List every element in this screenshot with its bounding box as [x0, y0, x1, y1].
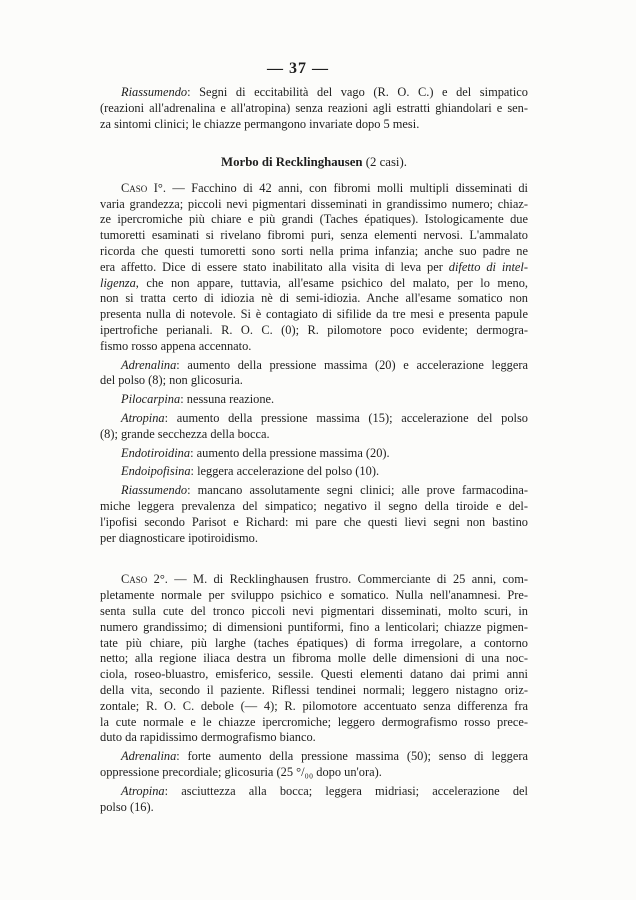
case-2-line: della vita, secondo il paziente. Riflessi tendinei normali; leggero nistagno oriz- — [100, 682, 528, 697]
test-line — [100, 411, 528, 427]
case-2-description — [100, 572, 528, 746]
summary-line: l'ipofisi secondo Parisot e Richard: mi pare che questi lievi segni non bastino — [100, 514, 528, 529]
test-line: polso (16). — [100, 799, 154, 814]
case-2-line: la cute normale e le chiazze ipercromiche; leggero dermografismo rosso prece- — [100, 714, 528, 729]
case-2-line: zontale; R. O. C. debole (— 4); R. pilomotore accentuato senza differenza fra — [100, 698, 528, 713]
summary-line — [100, 85, 528, 101]
case-2-line: ciola, roseo-bluastro, emisferico, sessile. Questi elementi datano dai primi anni — [100, 667, 528, 682]
summary-line: (reazioni all'adrenalina e all'atropina) senza reazioni agli estratti ghiandolari e sen- — [100, 100, 528, 115]
test-line: (8); grande secchezza della bocca. — [100, 426, 270, 441]
summary-label: Riassumendo — [121, 483, 188, 498]
case-2-word: Caso — [121, 572, 148, 587]
summary-line: miche leggera prevalenza del simpatico; negativo il segno della tiroide e del- — [100, 499, 528, 514]
test-label: Adrenalina — [121, 749, 177, 764]
page-number: — 37 — — [267, 60, 329, 77]
case-2-line: netto; alla regione iliaca destra un fibroma molle delle dimensioni di una noc- — [100, 651, 528, 666]
test-text: : forte aumento della pressione massima (50); senso di leggera — [176, 749, 528, 764]
test-label: Atropina — [121, 411, 165, 426]
case-1-description — [100, 181, 528, 355]
case-1-test-endoipofisina — [100, 464, 528, 480]
case-2-line: tate più chiare, più larghe (taches épatiques) di forma irregolare, a contorno — [100, 635, 528, 650]
case-1-line: presenta nulla di notevole. Si è contagiato di sifilide da tre mesi e presenta papule — [100, 307, 528, 322]
test-text: : aumento della pressione massima (15); accelerazione del polso — [164, 411, 528, 426]
case-1-summary — [100, 483, 528, 546]
case-1-test-atropina — [100, 411, 528, 443]
summary-text: : mancano assolutamente segni clinici; alle prove farmacodina- — [187, 483, 528, 498]
case-2-text: 2°. — M. di Recklinghausen frustro. Commerciante di 25 anni, com- — [147, 572, 528, 587]
case-1-line: varia grandezza; piccoli nevi pigmentari disseminati in grandissimo numero; chiaz- — [100, 196, 528, 211]
test-text: : asciuttezza alla bocca; leggera midriasi; accelerazione del — [164, 783, 528, 798]
summary-line — [100, 483, 528, 499]
test-text: : aumento della pressione massima (20) e accelerazione leggera — [176, 357, 528, 372]
test-text: : aumento della pressione massima (20). — [190, 445, 390, 460]
case-1-line: ricorda che questi tumoretti sono sorti nella prima infanzia; anche suo padre ne — [100, 244, 528, 259]
case-2-line: numero grandissimo; di dimensioni puntiformi, fino a lenticolari; chiazze pigmen- — [100, 619, 528, 634]
case-1-line: tumoretti esaminati si rivelano fibromi puri, senza elementi nervosi. L'ammalato — [100, 228, 528, 243]
section-note: (2 casi). — [365, 155, 407, 170]
case-1-line — [100, 260, 528, 276]
case-1-line — [100, 181, 528, 197]
case-1-test-adrenalina — [100, 358, 528, 390]
test-line: oppressione precordiale; glicosuria (25 °/₀₀ dopo un'ora). — [100, 764, 382, 779]
case-1-word: Caso — [121, 180, 148, 195]
case-2-test-adrenalina — [100, 749, 528, 781]
test-label: Endotiroidina — [121, 445, 191, 460]
test-text: : leggera accelerazione del polso (10). — [190, 464, 380, 479]
test-label: Adrenalina — [121, 357, 177, 372]
case-1-line — [100, 276, 528, 292]
test-line — [100, 749, 528, 765]
previous-case-summary — [100, 85, 528, 132]
section-title: Morbo di Recklinghausen — [221, 155, 363, 170]
case-1-italic-text: difetto di intel- — [448, 259, 528, 274]
summary-text: : Segni di eccitabilità del vago (R. O. C.) e del simpatico — [187, 85, 528, 99]
test-text: : nessuna reazione. — [180, 392, 275, 407]
test-line — [100, 784, 528, 800]
case-2-line: duto da rapidissimo dermografismo bianco. — [100, 730, 316, 745]
test-label: Pilocarpina — [121, 392, 181, 407]
case-1-line: ipertrofiche perianali. R. O. C. (0); R. pilomotore poco evidente; dermogra- — [100, 323, 528, 338]
case-1-line: non si tratta certo di idiozia nè di semi-idiozia. Anche all'esame somatico non — [100, 291, 528, 306]
test-line: del polso (8); non glicosuria. — [100, 373, 243, 388]
test-line — [100, 392, 528, 408]
case-2-test-atropina — [100, 784, 528, 816]
summary-line: per diagnosticare ipotiroidismo. — [100, 530, 258, 545]
page-body — [100, 85, 528, 815]
case-1-text: era affetto. Dice di essere stato inabilitato alla visita di leva per — [100, 259, 449, 274]
summary-label: Riassumendo — [121, 85, 188, 99]
section-heading — [100, 155, 528, 171]
test-line — [100, 446, 528, 462]
case-1-test-endotiroidina — [100, 446, 528, 462]
case-2-line: pletamente normale per sviluppo psichico e somatico. Nulla nell'anamnesi. Pre- — [100, 588, 528, 603]
case-2-line: senta sulla cute del tronco piccoli nevi pigmentari disseminati, molto scuri, in — [100, 604, 528, 618]
summary-line: za sintomi clinici; le chiazze permangono invariate dopo 5 mesi. — [100, 116, 420, 131]
test-line — [100, 358, 528, 374]
case-1-text: I°. — Facchino di 42 anni, con fibromi molli multipli disseminati di — [147, 180, 528, 195]
test-line — [100, 464, 528, 480]
case-1-italic-text: ligenza — [100, 275, 136, 290]
test-label: Endoipofisina — [121, 464, 191, 479]
case-1-test-pilocarpina — [100, 392, 528, 408]
case-1-line: fismo rosso appena accennato. — [100, 338, 252, 353]
case-1-text: , che non appare, tuttavia, all'esame psichico del malato, per lo meno, — [135, 275, 528, 290]
case-1-line: ze ipercromiche più chiare e più grandi (Taches épatiques). Istologicamente due — [100, 212, 528, 227]
test-label: Atropina — [121, 783, 165, 798]
case-2-line — [100, 572, 528, 588]
